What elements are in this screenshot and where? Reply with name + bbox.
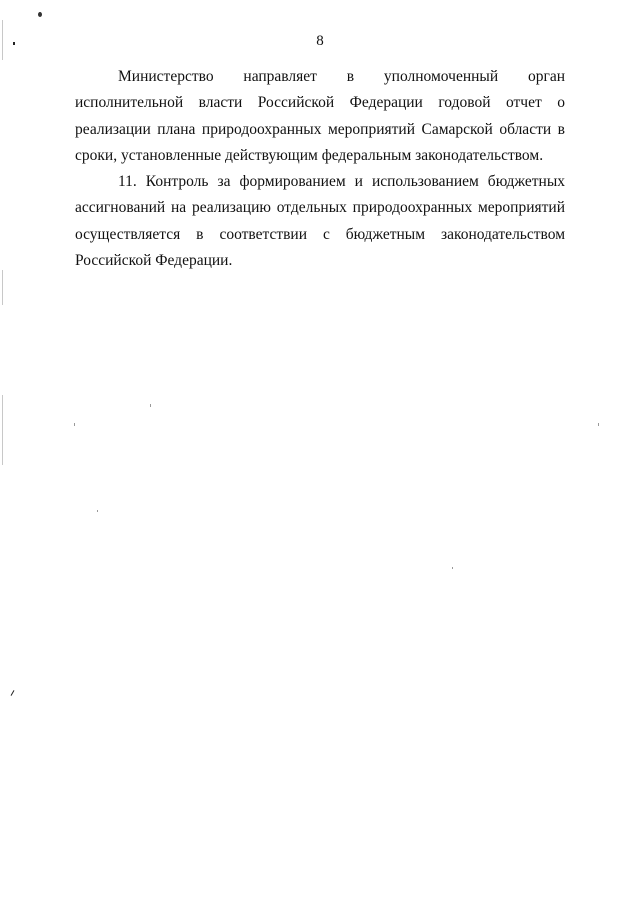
scan-speck: [452, 567, 453, 569]
scan-speck: [97, 510, 98, 512]
paragraph-11-control: 11. Контроль за формированием и использованием бюджетных ассигнований на реализацию отдельных природоохранных мероприятий осуществляется в соответствии с бюджетным законодательством Российской Федерации.: [75, 173, 565, 270]
paragraph-report: Министерство направляет в уполномоченный орган исполнительной власти Российской Федерации годовой отчет о реализации плана природоохранных мероприятий Самарской области в сроки, установленные действующим федеральным законодательством.: [75, 68, 565, 164]
scan-speck: [598, 423, 599, 426]
page-number: 8: [316, 33, 324, 49]
scan-speck: [74, 423, 75, 426]
scan-speck: [150, 404, 151, 407]
document-body: [75, 64, 565, 274]
scan-edge-line: [2, 270, 3, 305]
scan-edge-line: [2, 395, 3, 465]
scan-dot: [38, 12, 42, 17]
scan-mark: [11, 690, 15, 696]
